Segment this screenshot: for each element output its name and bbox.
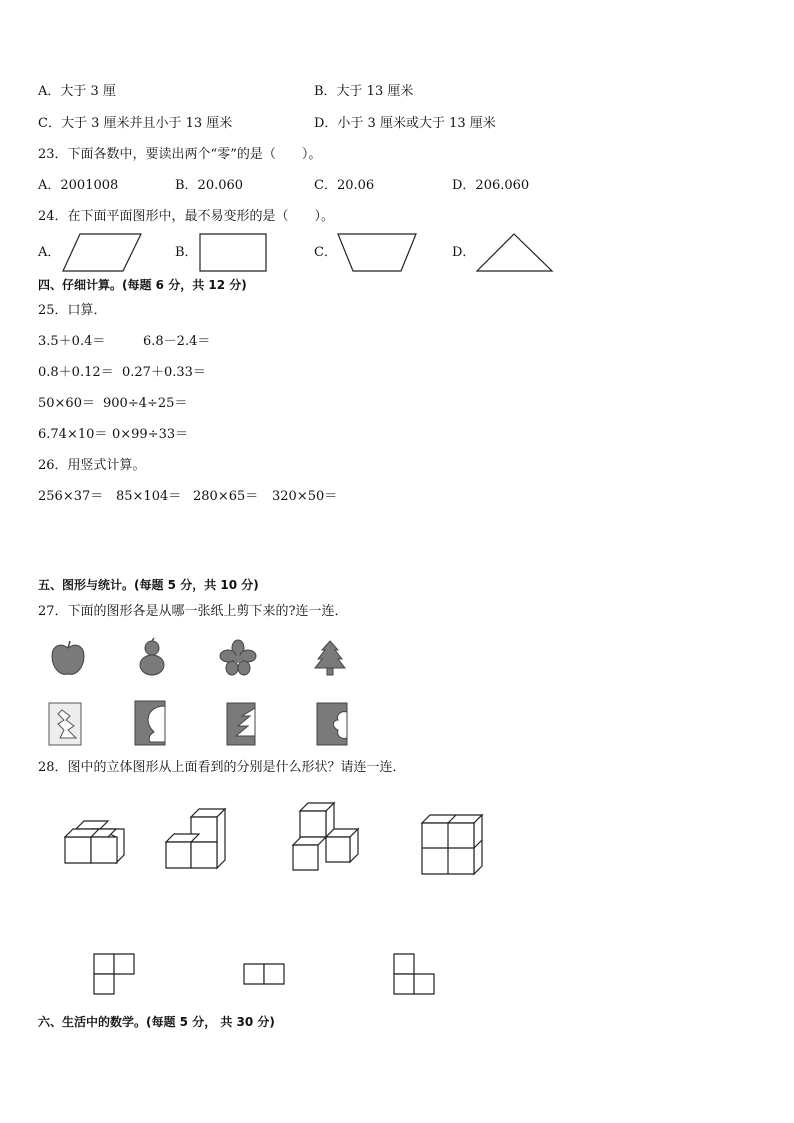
q23-option-d: D．206.060 bbox=[452, 178, 530, 193]
q25-item: 0.8＋0.12＝ bbox=[38, 365, 114, 380]
q25-item: 3.5＋0.4＝ bbox=[38, 334, 106, 349]
q26-item: 320×50＝ bbox=[272, 489, 338, 504]
q25-item: 6.8－2.4＝ bbox=[143, 334, 211, 349]
q23-option-c: C．20.06 bbox=[314, 178, 375, 193]
q25-question: 25．口算． bbox=[38, 303, 107, 318]
q26-item: 280×65＝ bbox=[193, 489, 259, 504]
q27-question: 27．下面的图形各是从哪一张纸上剪下来的?连一连． bbox=[38, 604, 348, 619]
solid-figure-4 bbox=[421, 814, 483, 876]
solid-figure-3 bbox=[292, 802, 360, 872]
q23-option-b: B．20.060 bbox=[175, 178, 244, 193]
paper-piece-4 bbox=[316, 702, 352, 746]
solid-figure-2 bbox=[165, 808, 227, 870]
parallelogram-shape bbox=[62, 233, 142, 273]
q25-item: 50×60＝ bbox=[38, 396, 95, 411]
top-view-1 bbox=[93, 953, 137, 997]
section-5-title: 五、图形与统计。(每题 5 分，共 10 分) bbox=[38, 578, 259, 592]
q25-item: 0.27＋0.33＝ bbox=[122, 365, 206, 380]
section-6-title: 六、生活中的数学。(每题 5 分， 共 30 分) bbox=[38, 1015, 275, 1029]
q22-option-a: A．大于 3 厘 bbox=[38, 84, 116, 99]
q26-question: 26．用竖式计算。 bbox=[38, 458, 146, 473]
q24-option-b: B． bbox=[175, 245, 198, 260]
q23-question: 23．下面各数中，要读出两个“零”的是（ ）。 bbox=[38, 147, 322, 162]
paper-piece-2 bbox=[134, 700, 168, 746]
triangle-shape bbox=[476, 233, 554, 273]
paper-piece-1 bbox=[48, 702, 84, 746]
flower-cutout-icon bbox=[220, 640, 256, 676]
rectangle-shape bbox=[199, 233, 269, 273]
q24-option-c: C． bbox=[314, 245, 337, 260]
q22-option-b: B．大于 13 厘米 bbox=[314, 84, 414, 99]
q24-option-a: A． bbox=[38, 245, 61, 260]
top-view-3 bbox=[393, 953, 437, 997]
top-view-2 bbox=[243, 963, 287, 987]
q24-option-d: D． bbox=[452, 245, 476, 260]
trapezoid-shape bbox=[337, 233, 419, 273]
q25-item: 0×99÷33＝ bbox=[112, 427, 189, 442]
tree-cutout-icon bbox=[314, 640, 346, 676]
paper-piece-3 bbox=[226, 702, 258, 746]
q23-option-a: A．2001008 bbox=[38, 178, 119, 193]
section-4-title: 四、仔细计算。(每题 6 分，共 12 分) bbox=[38, 278, 247, 292]
q26-item: 256×37＝ bbox=[38, 489, 104, 504]
q22-option-d: D．小于 3 厘米或大于 13 厘米 bbox=[314, 116, 496, 131]
q25-item: 900÷4÷25＝ bbox=[103, 396, 188, 411]
q25-item: 6.74×10＝ bbox=[38, 427, 108, 442]
apple-cutout-icon bbox=[50, 640, 86, 678]
q22-option-c: C．大于 3 厘米并且小于 13 厘米 bbox=[38, 116, 233, 131]
q26-item: 85×104＝ bbox=[116, 489, 182, 504]
solid-figure-1 bbox=[64, 820, 126, 866]
gourd-cutout-icon bbox=[137, 638, 167, 678]
q24-question: 24．在下面平面图形中，最不易变形的是（ ）。 bbox=[38, 209, 335, 224]
q28-question: 28．图中的立体图形从上面看到的分别是什么形状？请连一连． bbox=[38, 760, 406, 775]
